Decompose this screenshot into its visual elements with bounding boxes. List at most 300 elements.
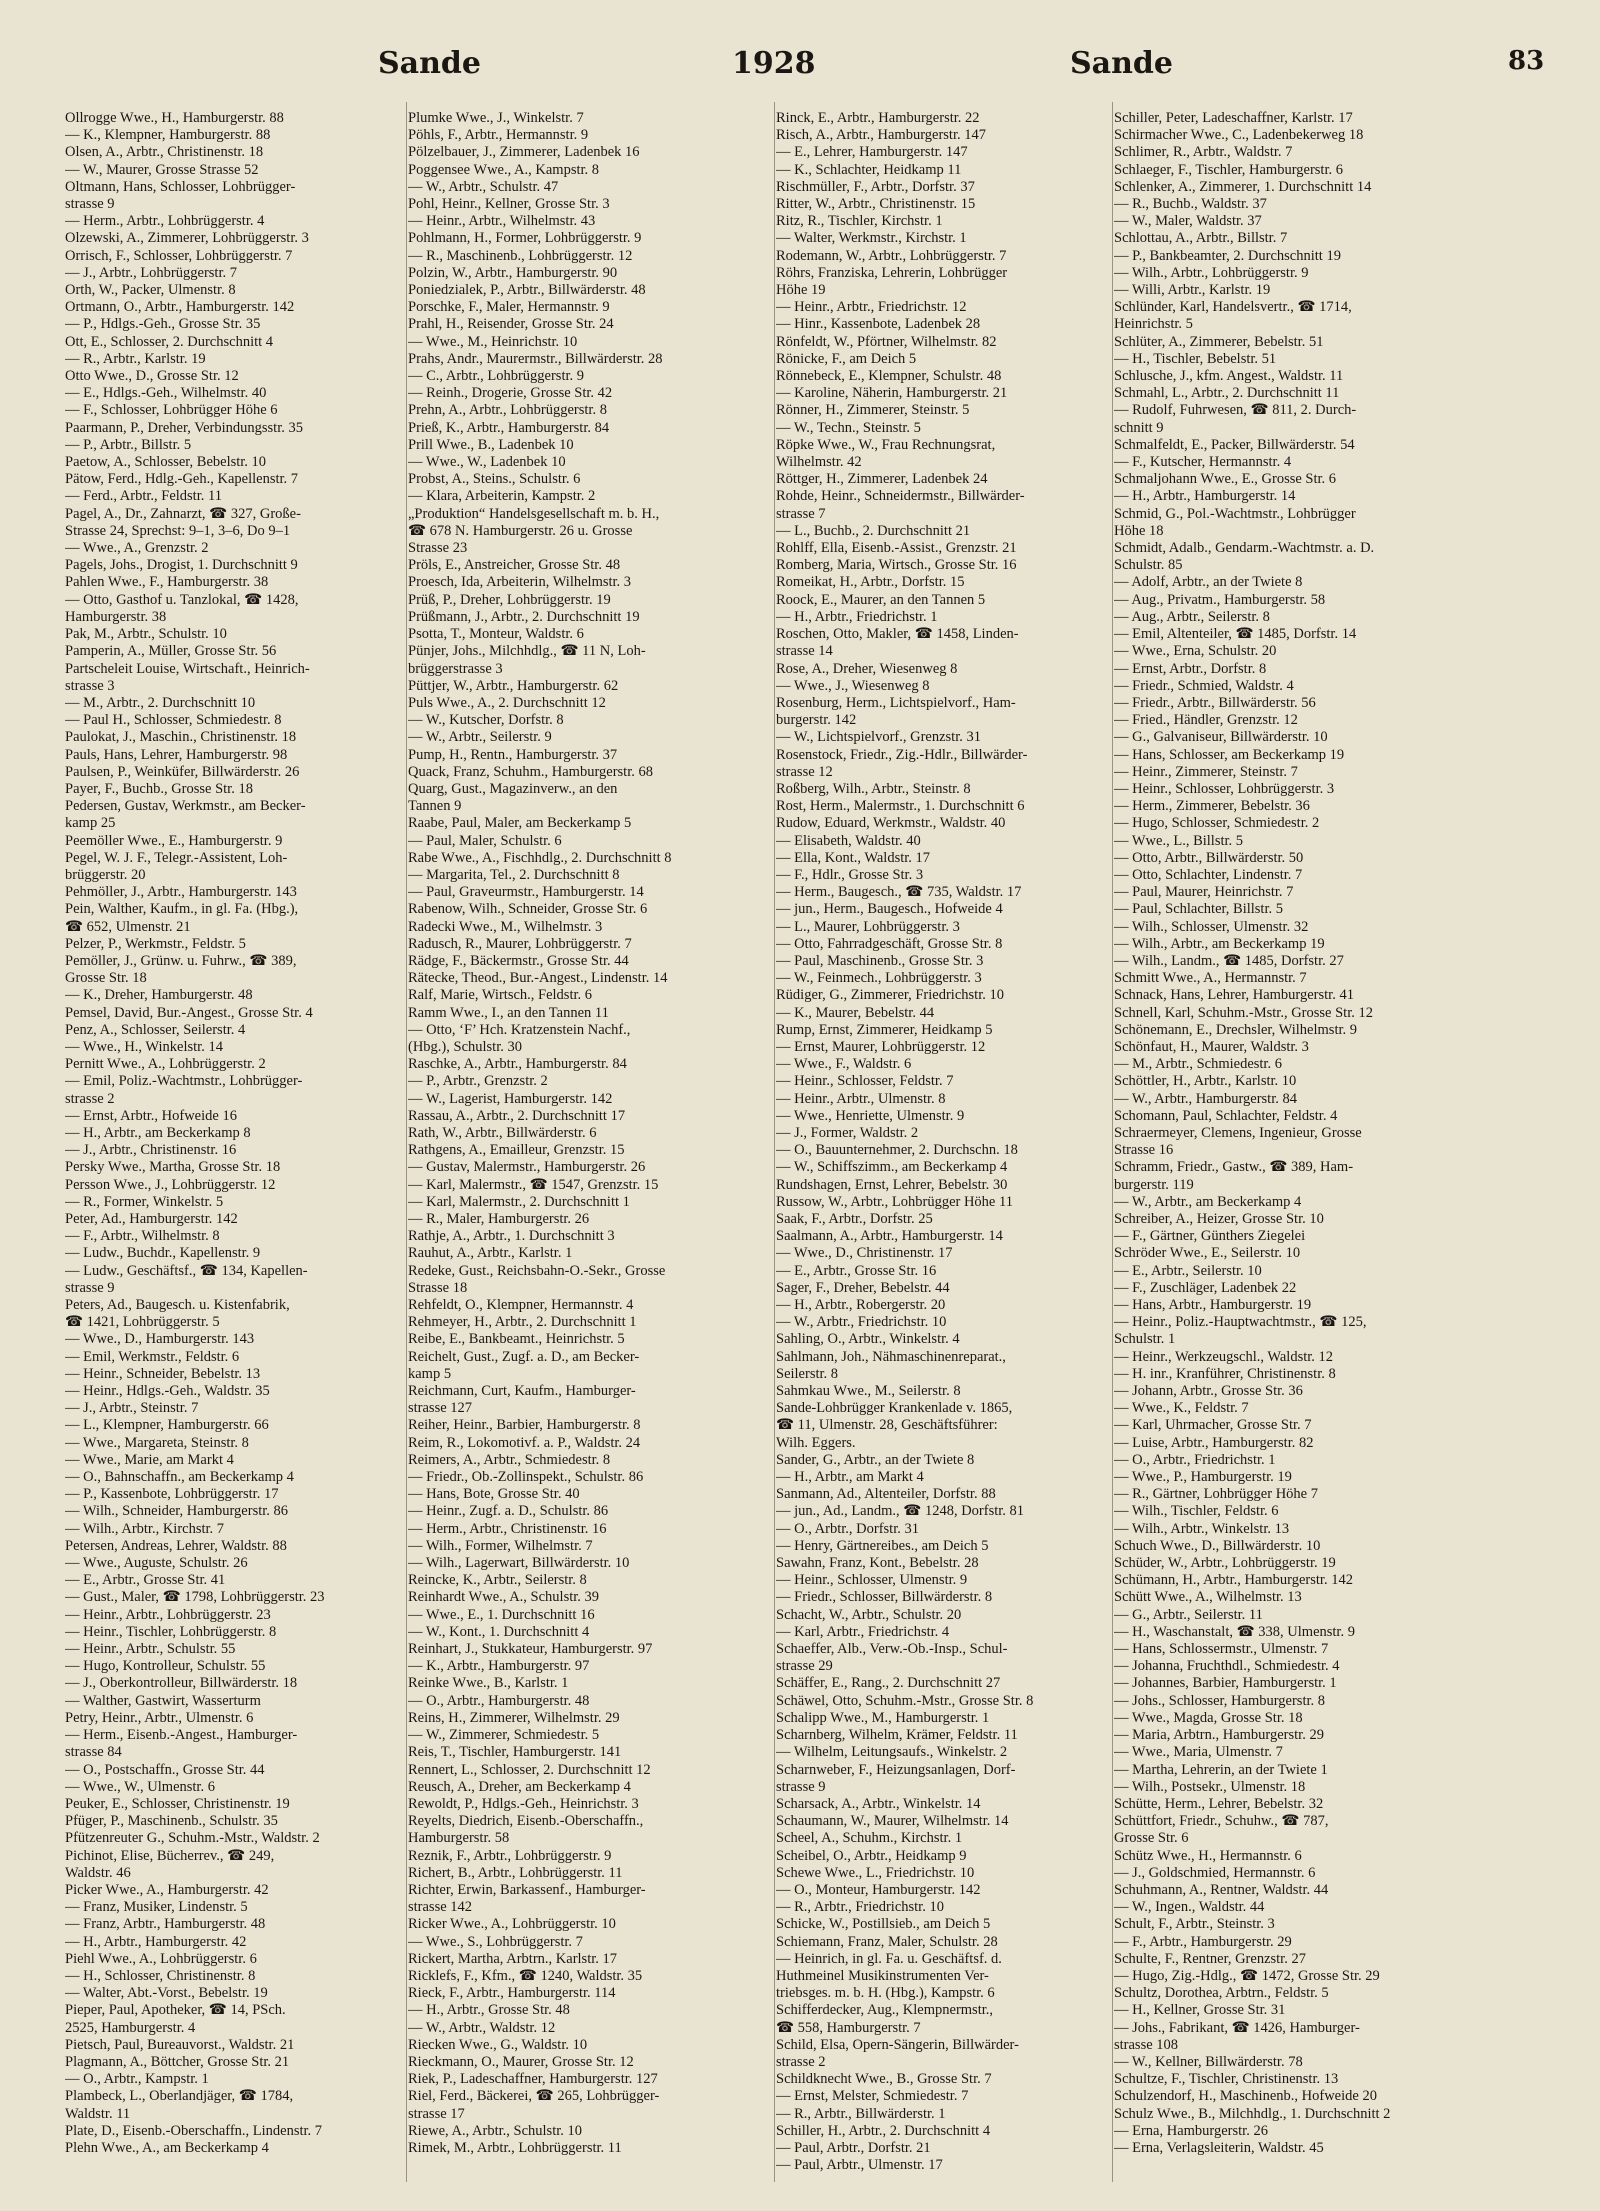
directory-entry: Pünjer, Johs., Milchhdlg., ☎ 11 N, Loh- xyxy=(408,643,646,660)
directory-entry: — Elisabeth, Waldstr. 40 xyxy=(776,832,921,849)
directory-entry: Pahlen Wwe., F., Hamburgerstr. 38 xyxy=(65,574,269,591)
directory-entry: — K., Maurer, Bebelstr. 44 xyxy=(776,1004,935,1021)
directory-entry: Scheibel, O., Arbtr., Heidkamp 9 xyxy=(776,1847,967,1864)
directory-column-2 xyxy=(408,110,776,2190)
directory-entry: — W., Arbtr., Hamburgerstr. 84 xyxy=(1114,1090,1297,1107)
directory-entry: Schäwel, Otto, Schuhm.-Mstr., Grosse Str. 8 xyxy=(776,1692,1034,1709)
directory-entry: — P., Arbtr., Billstr. 5 xyxy=(65,436,192,453)
directory-entry: Reincke, K., Arbtr., Seilerstr. 8 xyxy=(408,1572,587,1589)
directory-entry: Rischmüller, F., Arbtr., Dorfstr. 37 xyxy=(776,178,975,195)
directory-entry: — Heinrich, in gl. Fa. u. Geschäftsf. d. xyxy=(776,1950,1002,1967)
directory-entry: burgerstr. 119 xyxy=(1114,1176,1194,1193)
directory-entry: Schicke, W., Postillsieb., am Deich 5 xyxy=(776,1916,991,1933)
directory-entry: Roock, E., Maurer, an den Tannen 5 xyxy=(776,591,986,608)
directory-entry: Schultze, F., Tischler, Christinenstr. 13 xyxy=(1114,2071,1339,2088)
directory-entry: — Heinr., Hdlgs.-Geh., Waldstr. 35 xyxy=(65,1383,270,1400)
directory-entry: — Karl, Arbtr., Friedrichstr. 4 xyxy=(776,1623,950,1640)
directory-entry: — H., Waschanstalt, ☎ 338, Ulmenstr. 9 xyxy=(1114,1623,1355,1640)
directory-entry: Ortmann, O., Arbtr., Hamburgerstr. 142 xyxy=(65,299,295,316)
directory-entry: Reichelt, Gust., Zugf. a. D., am Becker- xyxy=(408,1348,640,1365)
directory-entry: Schlaeger, F., Tischler, Hamburgerstr. 6 xyxy=(1114,161,1343,178)
directory-entry: — J., Arbtr., Christinenstr. 16 xyxy=(65,1142,237,1159)
directory-entry: Schlenker, A., Zimmerer, 1. Durchschnitt 14 xyxy=(1114,178,1372,195)
directory-entry: — W., Kellner, Billwärderstr. 78 xyxy=(1114,2053,1303,2070)
directory-entry: — Maria, Arbtrn., Hamburgerstr. 29 xyxy=(1114,1727,1324,1744)
directory-entry: — Herm., Eisenb.-Angest., Hamburger- xyxy=(65,1727,298,1744)
directory-entry: — M., Arbtr., 2. Durchschnitt 10 xyxy=(65,694,256,711)
directory-entry: Roschen, Otto, Makler, ☎ 1458, Linden- xyxy=(776,626,1019,643)
directory-entry: — Hans, Schlosser, am Beckerkamp 19 xyxy=(1114,746,1345,763)
directory-entry: — H., Arbtr., am Beckerkamp 8 xyxy=(65,1124,251,1141)
directory-entry: Sahmkau Wwe., M., Seilerstr. 8 xyxy=(776,1383,961,1400)
directory-entry: Schnell, Karl, Schuhm.-Mstr., Grosse Str. 12 xyxy=(1114,1004,1373,1021)
directory-entry: Romeikat, H., Arbtr., Dorfstr. 15 xyxy=(776,574,965,591)
directory-entry: Prüßmann, J., Arbtr., 2. Durchschnitt 19 xyxy=(408,608,640,625)
directory-entry: — Ludw., Buchdr., Kapellenstr. 9 xyxy=(65,1245,261,1262)
directory-entry: strasse 12 xyxy=(776,763,833,780)
directory-entry: Olsen, A., Arbtr., Christinenstr. 18 xyxy=(65,144,264,161)
directory-entry: Picker Wwe., A., Hamburgerstr. 42 xyxy=(65,1881,269,1898)
directory-entry: Raabe, Paul, Maler, am Beckerkamp 5 xyxy=(408,815,632,832)
directory-entry: strasse 2 xyxy=(776,2053,826,2070)
directory-entry: — Rudolf, Fuhrwesen, ☎ 811, 2. Durch- xyxy=(1114,402,1357,419)
directory-entry: Schröder Wwe., E., Seilerstr. 10 xyxy=(1114,1245,1301,1262)
directory-entry: Wilhelmstr. 42 xyxy=(776,454,862,471)
directory-entry: — Wwe., L., Billstr. 5 xyxy=(1114,832,1244,849)
directory-entry: Sawahn, Franz, Kont., Bebelstr. 28 xyxy=(776,1555,979,1572)
directory-entry: Rodemann, W., Arbtr., Lohbrüggerstr. 7 xyxy=(776,247,1007,264)
directory-entry: — H., Arbtr., Grosse Str. 48 xyxy=(408,2002,570,2019)
directory-entry: Schaumann, W., Maurer, Wilhelmstr. 14 xyxy=(776,1813,1009,1830)
directory-entry: — Klara, Arbeiterin, Kampstr. 2 xyxy=(408,488,596,505)
directory-entry: Pagels, Johs., Drogist, 1. Durchschnitt 9 xyxy=(65,557,298,574)
directory-entry: Persson Wwe., J., Lohbrüggerstr. 12 xyxy=(65,1176,276,1193)
directory-entry: — Hans, Arbtr., Hamburgerstr. 19 xyxy=(1114,1297,1312,1314)
directory-entry: ☎ 678 N. Hamburgerstr. 26 u. Grosse xyxy=(408,522,633,539)
directory-entry: — H., Arbtr., Robergerstr. 20 xyxy=(776,1297,946,1314)
directory-entry: — W., Maler, Waldstr. 37 xyxy=(1114,213,1262,230)
directory-entry: — Hugo, Zig.-Hdlg., ☎ 1472, Grosse Str. 29 xyxy=(1114,1967,1380,1984)
directory-entry: — E., Arbtr., Grosse Str. 16 xyxy=(776,1262,937,1279)
directory-entry: Ollrogge Wwe., H., Hamburgerstr. 88 xyxy=(65,110,284,126)
directory-entry: strasse 9 xyxy=(776,1778,826,1795)
directory-entry: (Hbg.), Schulstr. 30 xyxy=(408,1038,522,1055)
directory-entry: Schuhmann, A., Rentner, Waldstr. 44 xyxy=(1114,1881,1329,1898)
directory-entry: Wilh. Eggers. xyxy=(776,1434,856,1451)
directory-entry: Plagmann, A., Böttcher, Grosse Str. 21 xyxy=(65,2053,290,2070)
directory-entry: — O., Bahnschaffn., am Beckerkamp 4 xyxy=(65,1469,294,1486)
directory-entry: — Johs., Schlosser, Hamburgerstr. 8 xyxy=(1114,1692,1326,1709)
directory-entry: — J., Former, Waldstr. 2 xyxy=(776,1124,919,1141)
directory-entry: — Wwe., Margareta, Steinstr. 8 xyxy=(65,1434,249,1451)
directory-entry: — Ernst, Maurer, Lohbrüggerstr. 12 xyxy=(776,1038,986,1055)
directory-entry: Reznik, F., Arbtr., Lohbrüggerstr. 9 xyxy=(408,1847,612,1864)
directory-entry: — W., Arbtr., Seilerstr. 9 xyxy=(408,729,552,746)
directory-entry: — K., Arbtr., Hamburgerstr. 97 xyxy=(408,1658,590,1675)
directory-entry: — Paul H., Schlosser, Schmiedestr. 8 xyxy=(65,712,282,729)
directory-entry: Sander, G., Arbtr., an der Twiete 8 xyxy=(776,1451,975,1468)
directory-entry: Ritz, R., Tischler, Kirchstr. 1 xyxy=(776,213,943,230)
directory-entry: — P., Arbtr., Grenzstr. 2 xyxy=(408,1073,548,1090)
directory-entry: Schiller, H., Arbtr., 2. Durchschnitt 4 xyxy=(776,2122,991,2139)
directory-entry: — Heinr., Arbtr., Schulstr. 55 xyxy=(65,1641,236,1658)
directory-entry: Püttjer, W., Arbtr., Hamburgerstr. 62 xyxy=(408,677,619,694)
directory-entry: Ramm Wwe., I., an den Tannen 11 xyxy=(408,1004,609,1021)
directory-entry: Schulzendorf, H., Maschinenb., Hofweide 20 xyxy=(1114,2088,1377,2105)
directory-entry: — R., Maschinenb., Lohbrüggerstr. 12 xyxy=(408,247,633,264)
directory-entry: — Paul, Graveurmstr., Hamburgerstr. 14 xyxy=(408,884,644,901)
directory-entry: Penz, A., Schlosser, Seilerstr. 4 xyxy=(65,1021,246,1038)
directory-entry: — W., Feinmech., Lohbrüggerstr. 3 xyxy=(776,970,982,987)
directory-entry: — jun., Ad., Landm., ☎ 1248, Dorfstr. 81 xyxy=(776,1503,1025,1520)
directory-entry: Rehmeyer, H., Arbtr., 2. Durchschnitt 1 xyxy=(408,1314,637,1331)
directory-entry: — Adolf, Arbtr., an der Twiete 8 xyxy=(1114,574,1303,591)
directory-entry: Rosenburg, Herm., Lichtspielvorf., Ham- xyxy=(776,694,1016,711)
directory-entry: — Emil, Poliz.-Wachtmstr., Lohbrügger- xyxy=(65,1073,303,1090)
directory-entry: Rassau, A., Arbtr., 2. Durchschnitt 17 xyxy=(408,1107,626,1124)
directory-entry: Plambeck, L., Oberlandjäger, ☎ 1784, xyxy=(65,2088,294,2105)
directory-entry: Röttger, H., Zimmerer, Ladenbek 24 xyxy=(776,471,988,488)
directory-entry: — Margarita, Tel., 2. Durchschnitt 8 xyxy=(408,866,620,883)
directory-entry: — Wilh., Schneider, Hamburgerstr. 86 xyxy=(65,1503,289,1520)
directory-entry: Pichinot, Elise, Bücherrev., ☎ 249, xyxy=(65,1847,275,1864)
directory-entry: — Wwe., A., Grenzstr. 2 xyxy=(65,540,209,557)
directory-entry: Schümann, H., Arbtr., Hamburgerstr. 142 xyxy=(1114,1572,1353,1589)
directory-entry: — L., Maurer, Lohbrüggerstr. 3 xyxy=(776,918,960,935)
directory-entry: — Wwe., K., Feldstr. 7 xyxy=(1114,1400,1249,1417)
directory-entry: — Wilh., Arbtr., Lohbrüggerstr. 9 xyxy=(1114,264,1309,281)
directory-entry: — Hugo, Schlosser, Schmiedestr. 2 xyxy=(1114,815,1320,832)
directory-entry: ☎ 11, Ulmenstr. 28, Geschäftsführer: xyxy=(776,1417,998,1434)
directory-entry: — J., Oberkontrolleur, Billwärderstr. 18 xyxy=(65,1675,298,1692)
directory-entry: Schulz Wwe., B., Milchhdlg., 1. Durchschnitt 2 xyxy=(1114,2105,1391,2122)
directory-entry: Rönner, H., Zimmerer, Steinstr. 5 xyxy=(776,402,970,419)
directory-entry: — E., Arbtr., Grosse Str. 41 xyxy=(65,1572,226,1589)
directory-entry: Peters, Ad., Baugesch. u. Kistenfabrik, xyxy=(65,1297,290,1314)
directory-entry: Pietsch, Paul, Bureauvorst., Waldstr. 21 xyxy=(65,2036,295,2053)
directory-entry: — Otto, Fahrradgeschäft, Grosse Str. 8 xyxy=(776,935,1003,952)
directory-entry: Peemöller Wwe., E., Hamburgerstr. 9 xyxy=(65,832,283,849)
directory-entry: Grosse Str. 6 xyxy=(1114,1830,1189,1847)
directory-entry: Prieß, K., Arbtr., Hamburgerstr. 84 xyxy=(408,419,610,436)
directory-entry: — W., Kutscher, Dorfstr. 8 xyxy=(408,712,564,729)
directory-entry: Puls Wwe., A., 2. Durchschnitt 12 xyxy=(408,694,606,711)
directory-entry: — J., Goldschmied, Hermannstr. 6 xyxy=(1114,1864,1316,1881)
directory-entry: — Walther, Gastwirt, Wasserturm xyxy=(65,1692,261,1709)
directory-entry: — E., Arbtr., Seilerstr. 10 xyxy=(1114,1262,1262,1279)
directory-entry: brüggerstrasse 3 xyxy=(408,660,503,677)
directory-entry: Scharsack, A., Arbtr., Winkelstr. 14 xyxy=(776,1795,981,1812)
directory-entry: Proesch, Ida, Arbeiterin, Wilhelmstr. 3 xyxy=(408,574,632,591)
directory-entry: — J., Arbtr., Lohbrüggerstr. 7 xyxy=(65,264,237,281)
directory-entry: ☎ 558, Hamburgerstr. 7 xyxy=(776,2019,921,2036)
directory-entry: — Wilh., Tischler, Feldstr. 6 xyxy=(1114,1503,1279,1520)
directory-entry: Rathje, A., Arbtr., 1. Durchschnitt 3 xyxy=(408,1228,615,1245)
directory-entry: — Paul, Maler, Schulstr. 6 xyxy=(408,832,562,849)
directory-entry: Pröls, E., Anstreicher, Grosse Str. 48 xyxy=(408,557,621,574)
directory-entry: — F., Hdlr., Grosse Str. 3 xyxy=(776,866,924,883)
directory-entry: Röpke Wwe., W., Frau Rechnungsrat, xyxy=(776,436,996,453)
directory-entry: strasse 2 xyxy=(65,1090,115,1107)
directory-entry: Rieckmann, O., Maurer, Grosse Str. 12 xyxy=(408,2053,634,2070)
directory-entry: Schreiber, A., Heizer, Grosse Str. 10 xyxy=(1114,1211,1324,1227)
directory-entry: Rohlff, Ella, Eisenb.-Assist., Grenzstr. 21 xyxy=(776,540,1017,557)
directory-entry: Radusch, R., Maurer, Lohbrüggerstr. 7 xyxy=(408,935,632,952)
directory-entry: Schiemann, Franz, Maler, Schulstr. 28 xyxy=(776,1933,998,1950)
directory-entry: Rickert, Martha, Arbtrn., Karlstr. 17 xyxy=(408,1950,617,1967)
directory-entry: Poggensee Wwe., A., Kampstr. 8 xyxy=(408,161,600,178)
directory-entry: Rauhut, A., Arbtr., Karlstr. 1 xyxy=(408,1245,573,1262)
directory-entry: Pfützenreuter G., Schuhm.-Mstr., Waldstr. 2 xyxy=(65,1830,320,1847)
directory-entry: Schifferdecker, Aug., Klempnermstr., xyxy=(776,2002,993,2019)
directory-entry: — Fried., Händler, Grenzstr. 12 xyxy=(1114,712,1298,729)
directory-entry: — W., Schiffszimm., am Beckerkamp 4 xyxy=(776,1159,1008,1176)
directory-entry: Pehmöller, J., Arbtr., Hamburgerstr. 143 xyxy=(65,884,297,901)
directory-entry: — Aug., Arbtr., Seilerstr. 8 xyxy=(1114,608,1270,625)
directory-entry: Tannen 9 xyxy=(408,798,462,815)
directory-entry: Persky Wwe., Martha, Grosse Str. 18 xyxy=(65,1159,281,1176)
directory-entry: Schlimer, R., Arbtr., Waldstr. 7 xyxy=(1114,144,1293,161)
running-head-right: Sande xyxy=(1070,46,1173,81)
directory-entry: — Wwe., Maria, Ulmenstr. 7 xyxy=(1114,1744,1283,1761)
directory-entry: Rathgens, A., Emailleur, Grenzstr. 15 xyxy=(408,1142,625,1159)
directory-entry: Schönemann, E., Drechsler, Wilhelmstr. 9 xyxy=(1114,1021,1358,1038)
directory-entry: Ricker Wwe., A., Lohbrüggerstr. 10 xyxy=(408,1916,616,1933)
directory-entry: Roßberg, Wilh., Arbtr., Steinstr. 8 xyxy=(776,780,971,797)
directory-entry: — F., Schlosser, Lohbrügger Höhe 6 xyxy=(65,402,278,419)
directory-entry: Orrisch, F., Schlosser, Lohbrüggerstr. 7 xyxy=(65,247,293,264)
directory-entry: — K., Klempner, Hamburgerstr. 88 xyxy=(65,127,271,144)
directory-entry: — H., Arbtr., Hamburgerstr. 14 xyxy=(1114,488,1296,505)
directory-entry: — Walter, Abt.-Vorst., Bebelstr. 19 xyxy=(65,1985,268,2002)
directory-entry: — Wwe., E., 1. Durchschnitt 16 xyxy=(408,1606,595,1623)
directory-entry: — W., Arbtr., Friedrichstr. 10 xyxy=(776,1314,947,1331)
directory-entry: — Ernst, Melster, Schmiedestr. 7 xyxy=(776,2088,969,2105)
directory-entry: — W., Arbtr., Schulstr. 47 xyxy=(408,178,559,195)
directory-entry: — K., Dreher, Hamburgerstr. 48 xyxy=(65,987,253,1004)
directory-entry: Quarg, Gust., Magazinverw., an den xyxy=(408,780,618,797)
directory-entry: — Erna, Verlagsleiterin, Waldstr. 45 xyxy=(1114,2139,1324,2156)
directory-entry: — Wwe., M., Heinrichstr. 10 xyxy=(408,333,578,350)
directory-entry: Höhe 18 xyxy=(1114,522,1164,539)
directory-entry: Schütte, Herm., Lehrer, Bebelstr. 32 xyxy=(1114,1795,1324,1812)
directory-entry: — Emil, Altenteiler, ☎ 1485, Dorfstr. 14 xyxy=(1114,626,1357,643)
directory-entry: Plehn Wwe., A., am Beckerkamp 4 xyxy=(65,2139,269,2156)
directory-entry: Pak, M., Arbtr., Schulstr. 10 xyxy=(65,626,227,643)
directory-entry: Rudow, Eduard, Werkmstr., Waldstr. 40 xyxy=(776,815,1006,832)
directory-entry: Schramm, Friedr., Gastw., ☎ 389, Ham- xyxy=(1114,1159,1354,1176)
directory-entry: — K., Schlachter, Heidkamp 11 xyxy=(776,161,962,178)
directory-entry: — W., Arbtr., am Beckerkamp 4 xyxy=(1114,1193,1302,1210)
directory-entry: Ricklefs, F., Kfm., ☎ 1240, Waldstr. 35 xyxy=(408,1967,643,1984)
directory-entry: — Wwe., F., Waldstr. 6 xyxy=(776,1056,912,1073)
directory-entry: — O., Monteur, Hamburgerstr. 142 xyxy=(776,1881,981,1898)
directory-entry: — G., Arbtr., Seilerstr. 11 xyxy=(1114,1606,1263,1623)
directory-entry: — Karl, Malermstr., ☎ 1547, Grenzstr. 15 xyxy=(408,1176,659,1193)
directory-entry: Ritter, W., Arbtr., Christinenstr. 15 xyxy=(776,196,976,213)
directory-entry: — Herm., Arbtr., Lohbrüggerstr. 4 xyxy=(65,213,265,230)
directory-entry: Schüder, W., Arbtr., Lohbrüggerstr. 19 xyxy=(1114,1555,1336,1572)
directory-entry: Rennert, L., Schlosser, 2. Durchschnitt 12 xyxy=(408,1761,651,1778)
directory-entry: — Otto, ‘F’ Hch. Kratzenstein Nachf., xyxy=(408,1021,631,1038)
directory-entry: Rump, Ernst, Zimmerer, Heidkamp 5 xyxy=(776,1021,993,1038)
directory-entry: Schacht, W., Arbtr., Schulstr. 20 xyxy=(776,1606,962,1623)
directory-entry: — F., Arbtr., Wilhelmstr. 8 xyxy=(65,1228,220,1245)
directory-entry: — Paul, Maschinenb., Grosse Str. 3 xyxy=(776,952,984,969)
directory-entry: — R., Maler, Hamburgerstr. 26 xyxy=(408,1211,590,1227)
directory-entry: — Wilh., Postsekr., Ulmenstr. 18 xyxy=(1114,1778,1306,1795)
directory-entry: Porschke, F., Maler, Hermannstr. 9 xyxy=(408,299,610,316)
directory-entry: Prahs, Andr., Maurermstr., Billwärderstr. 28 xyxy=(408,350,663,367)
directory-entry: Schlusche, J., kfm. Angest., Waldstr. 11 xyxy=(1114,368,1344,385)
directory-entry: Pöhls, F., Arbtr., Hermannstr. 9 xyxy=(408,127,589,144)
directory-entry: Paulsen, P., Weinküfer, Billwärderstr. 26 xyxy=(65,763,300,780)
directory-entry: — Wwe., P., Hamburgerstr. 19 xyxy=(1114,1469,1292,1486)
directory-entry: — Gustav, Malermstr., Hamburgerstr. 26 xyxy=(408,1159,646,1176)
directory-entry: — Friedr., Ob.-Zollinspekt., Schulstr. 86 xyxy=(408,1469,644,1486)
directory-entry: Scheel, A., Schuhm., Kirchstr. 1 xyxy=(776,1830,963,1847)
directory-entry: Reiher, Heinr., Barbier, Hamburgerstr. 8 xyxy=(408,1417,641,1434)
directory-entry: — O., Bauunternehmer, 2. Durchschn. 18 xyxy=(776,1142,1018,1159)
directory-entry: — R., Former, Winkelstr. 5 xyxy=(65,1193,224,1210)
directory-entry: Richert, B., Arbtr., Lohbrüggerstr. 11 xyxy=(408,1864,623,1881)
directory-entry: Schulte, F., Rentner, Grenzstr. 27 xyxy=(1114,1950,1306,1967)
directory-entry: Schildknecht Wwe., B., Grosse Str. 7 xyxy=(776,2071,992,2088)
directory-entry: — Wwe., Auguste, Schulstr. 26 xyxy=(65,1555,248,1572)
directory-entry: Schönfaut, H., Maurer, Waldstr. 3 xyxy=(1114,1038,1309,1055)
directory-entry: — W., Kont., 1. Durchschnitt 4 xyxy=(408,1623,590,1640)
directory-entry: Schmid, G., Pol.-Wachtmstr., Lohbrügger xyxy=(1114,505,1356,522)
directory-entry: — Walter, Werkmstr., Kirchstr. 1 xyxy=(776,230,967,247)
directory-entry: — Heinr., Zimmerer, Steinstr. 7 xyxy=(1114,763,1298,780)
directory-entry: — Franz, Musiker, Lindenstr. 5 xyxy=(65,1899,248,1916)
directory-entry: — W., Arbtr., Waldstr. 12 xyxy=(408,2019,556,2036)
directory-entry: — F., Kutscher, Hermannstr. 4 xyxy=(1114,454,1292,471)
directory-entry: Schmidt, Adalb., Gendarm.-Wachtmstr. a. D. xyxy=(1114,540,1375,557)
directory-entry: strasse 14 xyxy=(776,643,833,660)
directory-entry: Pohl, Heinr., Kellner, Grosse Str. 3 xyxy=(408,196,610,213)
directory-entry: Pauls, Hans, Lehrer, Hamburgerstr. 98 xyxy=(65,746,288,763)
directory-entry: — Johannes, Barbier, Hamburgerstr. 1 xyxy=(1114,1675,1337,1692)
directory-entry: — Heinr., Schlosser, Lohbrüggerstr. 3 xyxy=(1114,780,1335,797)
directory-entry: — Wilhelm, Leitungsaufs., Winkelstr. 2 xyxy=(776,1744,1008,1761)
directory-entry: — W., Lichtspielvorf., Grenzstr. 31 xyxy=(776,729,981,746)
directory-entry: — Heinr., Poliz.-Hauptwachtmstr., ☎ 125, xyxy=(1114,1314,1367,1331)
directory-entry: Sanmann, Ad., Altenteiler, Dorfstr. 88 xyxy=(776,1486,996,1503)
running-head-left: Sande xyxy=(378,46,481,81)
directory-entry: Rüdiger, G., Zimmerer, Friedrichstr. 10 xyxy=(776,987,1004,1004)
directory-entry: — H. inr., Kranführer, Christinenstr. 8 xyxy=(1114,1365,1336,1382)
directory-entry: Pamperin, A., Müller, Grosse Str. 56 xyxy=(65,643,277,660)
directory-entry: Rinck, E., Arbtr., Hamburgerstr. 22 xyxy=(776,110,980,126)
directory-entry: Schiller, Peter, Ladeschaffner, Karlstr. 17 xyxy=(1114,110,1353,126)
directory-entry: Röhrs, Franziska, Lehrerin, Lohbrügger xyxy=(776,264,1008,281)
directory-entry: Waldstr. 46 xyxy=(65,1864,131,1881)
directory-entry: — Erna, Hamburgerstr. 26 xyxy=(1114,2122,1268,2139)
directory-entry: Pagel, A., Dr., Zahnarzt, ☎ 327, Große- xyxy=(65,505,301,522)
directory-entry: Schmalfeldt, E., Packer, Billwärderstr. 54 xyxy=(1114,436,1355,453)
directory-entry: Schulstr. 85 xyxy=(1114,557,1183,574)
directory-entry: Reis, T., Tischler, Hamburgerstr. 141 xyxy=(408,1744,622,1761)
directory-entry: Scharnweber, F., Heizungsanlagen, Dorf- xyxy=(776,1761,1016,1778)
directory-entry: Prehn, A., Arbtr., Lohbrüggerstr. 8 xyxy=(408,402,607,419)
directory-entry: — W., Zimmerer, Schmiedestr. 5 xyxy=(408,1727,600,1744)
directory-entry: Otto Wwe., D., Grosse Str. 12 xyxy=(65,368,239,385)
directory-entry: Peuker, E., Schlosser, Christinenstr. 19 xyxy=(65,1795,290,1812)
directory-entry: Polzin, W., Arbtr., Hamburgerstr. 90 xyxy=(408,264,618,281)
directory-entry: — Henry, Gärtnereibes., am Deich 5 xyxy=(776,1537,989,1554)
directory-entry: Reusch, A., Dreher, am Beckerkamp 4 xyxy=(408,1778,631,1795)
directory-entry: Saak, F., Arbtr., Dorfstr. 25 xyxy=(776,1211,933,1227)
directory-entry: — Hans, Bote, Grosse Str. 40 xyxy=(408,1486,580,1503)
directory-entry: — J., Arbtr., Steinstr. 7 xyxy=(65,1400,199,1417)
directory-entry: — Wilh., Landm., ☎ 1485, Dorfstr. 27 xyxy=(1114,952,1344,969)
directory-entry: — E., Lehrer, Hamburgerstr. 147 xyxy=(776,144,968,161)
directory-entry: Hamburgerstr. 38 xyxy=(65,608,167,625)
directory-entry: — W., Lagerist, Hamburgerstr. 142 xyxy=(408,1090,613,1107)
directory-entry: Schmahl, L., Arbtr., 2. Durchschnitt 11 xyxy=(1114,385,1340,402)
directory-entry: Psotta, T., Monteur, Waldstr. 6 xyxy=(408,626,584,643)
directory-entry: Rost, Herm., Malermstr., 1. Durchschnitt 6 xyxy=(776,798,1025,815)
directory-entry: — Heinr., Werkzeugschl., Waldstr. 12 xyxy=(1114,1348,1334,1365)
directory-entry: Strasse 18 xyxy=(408,1279,468,1296)
directory-entry: — E., Hdlgs.-Geh., Wilhelmstr. 40 xyxy=(65,385,267,402)
directory-entry: Raschke, A., Arbtr., Hamburgerstr. 84 xyxy=(408,1056,627,1073)
directory-entry: strasse 29 xyxy=(776,1658,833,1675)
directory-entry: — Heinr., Arbtr., Wilhelmstr. 43 xyxy=(408,213,596,230)
directory-entry: brüggerstr. 20 xyxy=(65,866,146,883)
directory-entry: — Wwe., D., Christinenstr. 17 xyxy=(776,1245,953,1262)
directory-entry: Ralf, Marie, Wirtsch., Feldstr. 6 xyxy=(408,987,592,1004)
directory-entry: Rose, A., Dreher, Wiesenweg 8 xyxy=(776,660,958,677)
directory-entry: Pölzelbauer, J., Zimmerer, Ladenbek 16 xyxy=(408,144,640,161)
directory-entry: Schultz, Dorothea, Arbtrn., Feldstr. 5 xyxy=(1114,1985,1329,2002)
directory-entry: Schütz Wwe., H., Hermannstr. 6 xyxy=(1114,1847,1302,1864)
directory-entry: Schütt Wwe., A., Wilhelmstr. 13 xyxy=(1114,1589,1302,1606)
directory-entry: „Produktion“ Handelsgesellschaft m. b. H., xyxy=(408,505,660,522)
directory-entry: Rundshagen, Ernst, Lehrer, Bebelstr. 30 xyxy=(776,1176,1008,1193)
directory-entry: Piehl Wwe., A., Lohbrüggerstr. 6 xyxy=(65,1950,257,1967)
directory-entry: Reinhardt Wwe., A., Schulstr. 39 xyxy=(408,1589,600,1606)
directory-entry: Rabe Wwe., A., Fischhdlg., 2. Durchschnitt 8 xyxy=(408,849,672,866)
directory-entry: Plate, D., Eisenb.-Oberschaffn., Lindenstr. 7 xyxy=(65,2122,323,2139)
directory-entry: — Otto, Schlachter, Lindenstr. 7 xyxy=(1114,866,1303,883)
directory-entry: — Heinr., Arbtr., Friedrichstr. 12 xyxy=(776,299,967,316)
directory-entry: Schulstr. 1 xyxy=(1114,1331,1176,1348)
directory-entry: Pieper, Paul, Apotheker, ☎ 14, PSch. xyxy=(65,2002,286,2019)
directory-entry: — Willi, Arbtr., Karlstr. 19 xyxy=(1114,282,1271,299)
directory-entry: — Otto, Arbtr., Billwärderstr. 50 xyxy=(1114,849,1304,866)
directory-entry: Radecki Wwe., M., Wilhelmstr. 3 xyxy=(408,918,603,935)
directory-entry: — Ernst, Arbtr., Dorfstr. 8 xyxy=(1114,660,1267,677)
directory-entry: — Franz, Arbtr., Hamburgerstr. 48 xyxy=(65,1916,266,1933)
directory-entry: Schuch Wwe., D., Billwärderstr. 10 xyxy=(1114,1537,1321,1554)
directory-entry: Redeke, Gust., Reichsbahn-O.-Sekr., Grosse xyxy=(408,1262,666,1279)
directory-entry: — Heinr., Tischler, Lohbrüggerstr. 8 xyxy=(65,1623,277,1640)
directory-entry: — Wilh., Arbtr., Kirchstr. 7 xyxy=(65,1520,225,1537)
directory-entry: ☎ 652, Ulmenstr. 21 xyxy=(65,918,191,935)
directory-entry: — H., Tischler, Bebelstr. 51 xyxy=(1114,350,1277,367)
directory-entry: — R., Gärtner, Lohbrügger Höhe 7 xyxy=(1114,1486,1318,1503)
directory-entry: — Paul, Schlachter, Billstr. 5 xyxy=(1114,901,1283,918)
directory-entry: — Friedr., Schmied, Waldstr. 4 xyxy=(1114,677,1294,694)
directory-entry: — L., Klempner, Hamburgerstr. 66 xyxy=(65,1417,269,1434)
directory-entry: — Otto, Gasthof u. Tanzlokal, ☎ 1428, xyxy=(65,591,299,608)
directory-entry: — Friedr., Arbtr., Billwärderstr. 56 xyxy=(1114,694,1316,711)
directory-entry: strasse 17 xyxy=(408,2105,465,2122)
directory-entry: — Wilh., Former, Wilhelmstr. 7 xyxy=(408,1537,593,1554)
directory-entry: ☎ 1421, Lohbrüggerstr. 5 xyxy=(65,1314,220,1331)
